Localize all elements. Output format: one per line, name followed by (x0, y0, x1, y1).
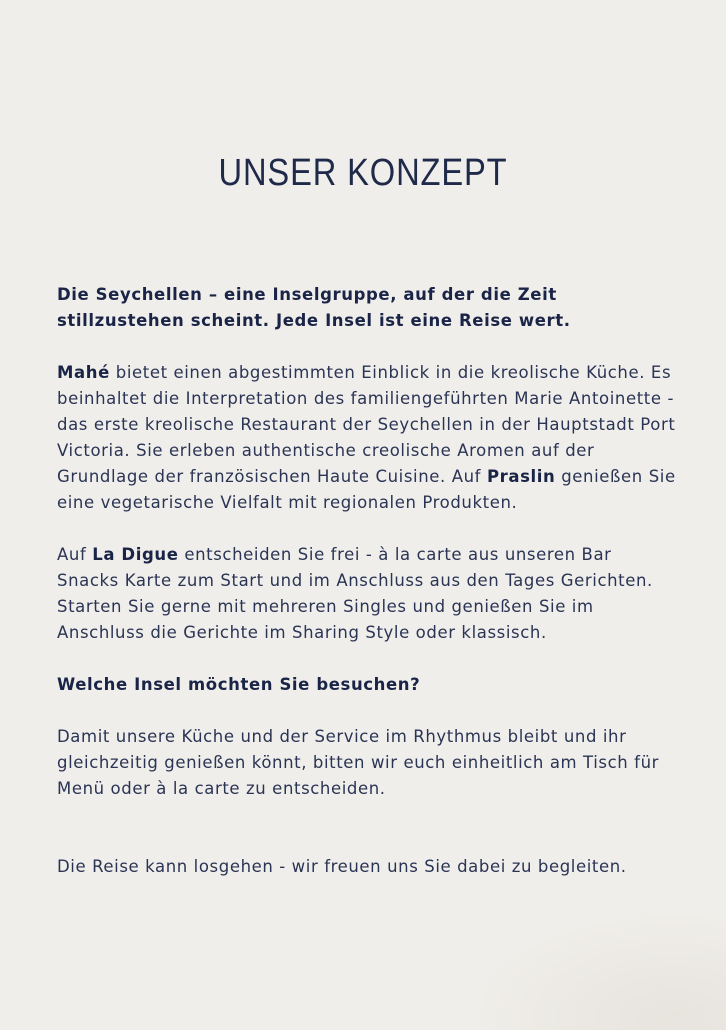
mahe-paragraph (57, 360, 677, 516)
background-texture (466, 910, 726, 1030)
praslin-text: genießen Sie eine vegetarische Vielfalt mit regionalen Produkten. (57, 467, 676, 512)
concept-text (57, 282, 677, 880)
question-heading: Welche Insel möchten Sie besuchen? (57, 675, 421, 694)
page-title: UNSER KONZEPT (218, 152, 508, 194)
la-digue-paragraph (57, 542, 677, 646)
island-la-digue: La Digue (92, 545, 179, 564)
intro-line-2: stillzustehen scheint. Jede Insel ist eine Reise wert. (57, 311, 571, 330)
la-digue-text: entscheiden Sie frei - à la carte aus unseren Bar Snacks Karte zum Start und im Anschluss aus den Tages Gerichten. Starten Sie gerne mit mehreren Singles und genießen Sie im Anschluss die Gerichte im Sharing Style oder klassisch. (57, 545, 653, 642)
mahe-text: bietet einen abgestimmten Einblick in die kreolische Küche. Es beinhaltet die Interpretation des familiengeführten Marie Antoinette - das erste kreolische Restaurant der Seychellen in der Hauptstadt Port Victoria. Sie erleben authentische creolische Aromen auf der Grundlage der französischen Haute Cuisine. Auf (57, 363, 676, 486)
island-praslin: Praslin (486, 467, 556, 486)
service-paragraph: Damit unsere Küche und der Service im Rhythmus bleibt und ihr gleichzeitig genießen könnt, bitten wir euch einheitlich am Tisch für Menü oder à la carte zu entscheiden. (57, 727, 660, 798)
island-mahe: Mahé (57, 363, 110, 382)
closing-line: Die Reise kann losgehen - wir freuen uns Sie dabei zu begleiten. (57, 857, 627, 876)
intro-line-1: Die Seychellen – eine Inselgruppe, auf der die Zeit (57, 285, 557, 304)
la-digue-prefix: Auf (57, 545, 93, 564)
intro-paragraph (57, 282, 677, 334)
